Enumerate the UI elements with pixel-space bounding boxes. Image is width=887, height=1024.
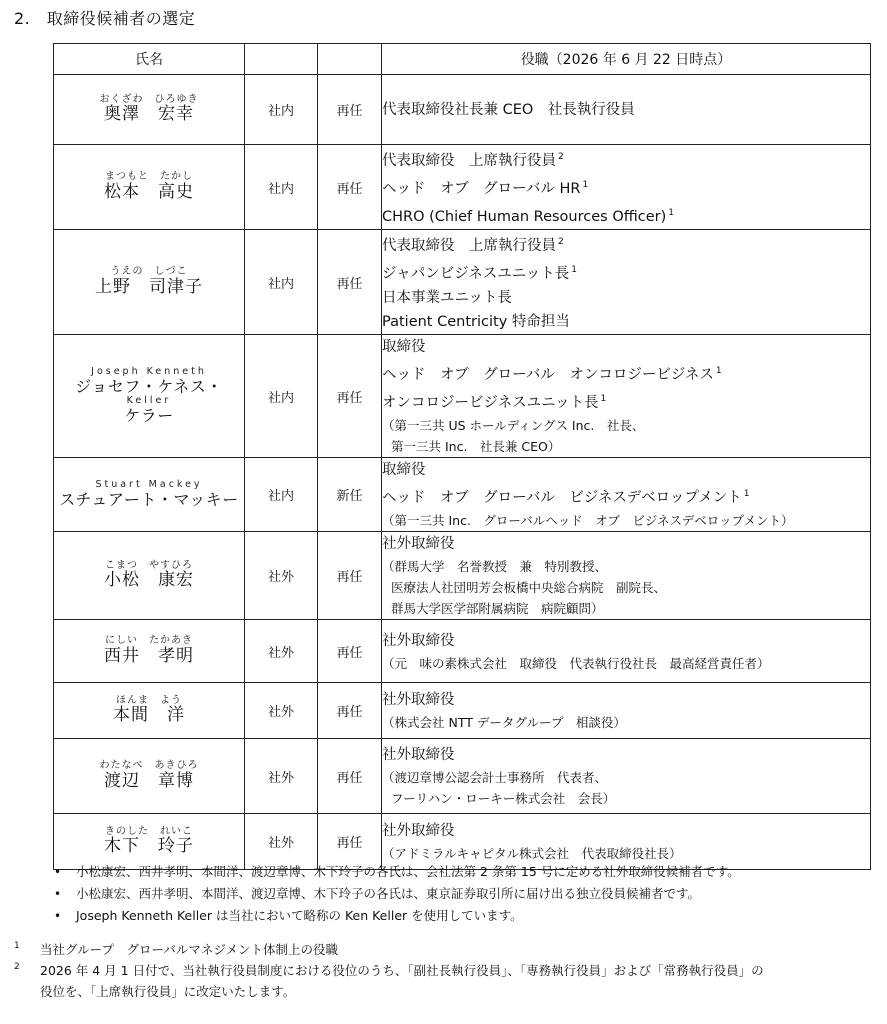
candidate-name: スチュアート・マッキー xyxy=(59,489,239,509)
candidate-name-cell xyxy=(54,739,245,814)
table-header-row xyxy=(54,44,871,75)
table-row xyxy=(54,458,871,532)
position-note: （渡辺章博公認会計士事務所 代表者、 xyxy=(382,770,608,785)
name-reading: Stuart Mackey xyxy=(95,478,203,490)
candidate-category: 社外 xyxy=(245,814,318,870)
candidate-name-cell xyxy=(54,230,245,335)
position-text: ジャパンビジネスユニット長 xyxy=(382,266,570,282)
position-line xyxy=(382,98,870,122)
name-reading: きのした れいこ xyxy=(105,825,193,837)
name-reading: おくざわ ひろゆき xyxy=(99,93,199,105)
position-text: 社外取締役 xyxy=(382,632,455,649)
candidate-name-cell xyxy=(54,532,245,620)
position-note: 第一三共 Inc. 社長兼 CEO） xyxy=(391,439,561,454)
header-name: 氏名 xyxy=(54,44,245,75)
position-note: フーリハン・ローキー株式会社 会長） xyxy=(391,791,616,806)
candidate-status: 再任 xyxy=(318,532,382,620)
position-text: ヘッド オブ グローバル ビジネスデベロップメント xyxy=(382,490,742,506)
position-note: （元 味の素株式会社 取締役 代表執行役社長 最高経営責任者） xyxy=(382,655,770,671)
candidate-position-cell xyxy=(382,532,871,620)
table-row xyxy=(54,335,871,458)
note-item xyxy=(54,883,874,905)
name-reading: Keller xyxy=(126,395,172,406)
header-status xyxy=(318,44,382,75)
position-line xyxy=(382,482,870,510)
note-text: 小松康宏、西井孝明、本間洋、渡辺章博、木下玲子の各氏は、東京証券取引所に届け出る独立役員候補者です。 xyxy=(76,886,701,901)
candidate-status: 再任 xyxy=(318,230,382,335)
position-note: （群馬大学 名誉教授 兼 特別教授、 xyxy=(382,559,608,574)
position-line xyxy=(382,335,870,359)
position-text: ヘッド オブ グローバル オンコロジービジネス xyxy=(382,367,714,383)
candidate-position-cell xyxy=(382,458,871,532)
candidate-position-cell xyxy=(382,739,871,814)
position-text: Patient Centricity 特命担当 xyxy=(382,314,570,330)
table-row xyxy=(54,75,871,145)
position-line xyxy=(382,458,870,482)
candidate-status: 再任 xyxy=(318,620,382,683)
footnote-ref: 1 xyxy=(600,394,607,404)
position-note: 医療法人社団明芳会板橋中央総合病院 副院長、 xyxy=(391,580,667,595)
table-row xyxy=(54,532,871,620)
candidate-name: 上野 司津子 xyxy=(95,276,203,297)
footnote-ref: 2 xyxy=(558,152,564,162)
candidate-status: 再任 xyxy=(318,683,382,739)
position-text: 代表取締役 上席執行役員 xyxy=(382,153,556,169)
position-text: ヘッド オブ グローバル HR xyxy=(382,181,581,197)
position-line xyxy=(382,688,870,712)
footnotes xyxy=(14,939,874,1002)
name-reading: わたなべ あきひろ xyxy=(99,760,199,772)
director-candidates-table xyxy=(53,43,871,870)
candidate-name: 木下 玲子 xyxy=(104,836,194,857)
footnote-ref: 1 xyxy=(571,265,577,275)
candidate-category: 社外 xyxy=(245,683,318,739)
position-line xyxy=(382,629,870,653)
candidate-name: 小松 康宏 xyxy=(104,570,194,591)
candidate-name: 本間 洋 xyxy=(113,705,185,726)
candidate-status: 再任 xyxy=(318,75,382,145)
position-text: 社外取締役 xyxy=(382,536,455,552)
footnote xyxy=(14,939,874,960)
candidate-category: 社内 xyxy=(245,230,318,335)
header-position: 役職（2026 年 6 月 22 日時点） xyxy=(382,44,871,75)
note-text: 小松康宏、西井孝明、本間洋、渡辺章博、木下玲子の各氏は、会社法第 2 条第 15 号に定める社外取締役候補者です。 xyxy=(76,864,740,879)
position-text: 代表取締役 上席執行役員 xyxy=(382,238,556,254)
position-line xyxy=(382,230,870,258)
candidate-category: 社内 xyxy=(245,145,318,230)
position-line xyxy=(382,819,870,843)
candidate-name-cell xyxy=(54,75,245,145)
footnote-text: 2026 年 4 月 1 日付で、当社執行役員制度における役位のうち、「副社長執行役員」、「専務執行役員」および「常務執行役員」の xyxy=(40,963,764,978)
candidate-position-cell xyxy=(382,230,871,335)
footnote-mark: 2 xyxy=(14,962,20,972)
position-line xyxy=(382,258,870,286)
candidate-status: 新任 xyxy=(318,458,382,532)
position-note: （第一三共 Inc. グローバルヘッド オブ ビジネスデベロップメント） xyxy=(382,513,794,528)
position-text: 取締役 xyxy=(382,462,426,478)
candidate-position-cell xyxy=(382,145,871,230)
candidate-category: 社外 xyxy=(245,620,318,683)
footnote-mark: 1 xyxy=(14,941,20,951)
table-row xyxy=(54,230,871,335)
name-reading: うえの しづこ xyxy=(110,266,188,278)
footnote-ref: 1 xyxy=(743,489,750,499)
candidate-name: 渡辺 章博 xyxy=(104,770,194,791)
position-text: 社外取締役 xyxy=(382,823,455,839)
position-line xyxy=(382,532,870,556)
footnote xyxy=(14,960,874,1002)
position-note: （株式会社 NTT データグループ 相談役） xyxy=(382,715,626,730)
footnote-ref: 2 xyxy=(558,237,564,247)
position-line xyxy=(382,743,870,767)
note-item xyxy=(54,861,874,883)
position-text: CHRO (Chief Human Resources Officer) xyxy=(382,209,667,225)
bullet-icon: • xyxy=(54,909,62,923)
candidate-name: 奥澤 宏幸 xyxy=(104,104,194,125)
candidate-name: ジョセフ・ケネス・ xyxy=(75,376,223,396)
candidate-category: 社内 xyxy=(245,75,318,145)
table-row xyxy=(54,620,871,683)
candidate-category: 社外 xyxy=(245,532,318,620)
footnote-ref: 1 xyxy=(715,366,722,376)
candidate-name: ケラー xyxy=(124,405,174,425)
candidate-category: 社外 xyxy=(245,739,318,814)
name-reading: Joseph Kenneth xyxy=(91,365,207,377)
table-row xyxy=(54,739,871,814)
candidate-category: 社内 xyxy=(245,335,318,458)
candidate-name: 松本 高史 xyxy=(104,181,194,202)
position-text: オンコロジービジネスユニット長 xyxy=(382,395,599,411)
position-text: 日本事業ユニット長 xyxy=(382,290,512,306)
note-item xyxy=(54,905,874,927)
candidate-position-cell xyxy=(382,335,871,458)
position-text: 代表取締役社長兼 CEO 社長執行役員 xyxy=(382,101,635,118)
candidate-category: 社内 xyxy=(245,458,318,532)
position-note: （アドミラルキャピタル株式会社 代表取締役社長） xyxy=(382,846,682,861)
position-note: （第一三共 US ホールディングス Inc. 社長、 xyxy=(382,418,645,433)
candidate-name-cell xyxy=(54,335,245,458)
position-text: 取締役 xyxy=(382,339,426,355)
candidate-status: 再任 xyxy=(318,814,382,870)
name-reading: こまつ やすひろ xyxy=(105,559,193,571)
header-category xyxy=(245,44,318,75)
position-note: 群馬大学医学部附属病院 病院顧問） xyxy=(391,601,604,616)
table-row xyxy=(54,145,871,230)
bullet-icon: • xyxy=(54,887,62,901)
position-line xyxy=(382,173,870,201)
candidate-status: 再任 xyxy=(318,335,382,458)
candidate-name-cell xyxy=(54,683,245,739)
footnote-ref: 1 xyxy=(668,208,674,218)
bullet-icon: • xyxy=(54,865,62,879)
position-line xyxy=(382,286,870,310)
name-reading: にしい たかあき xyxy=(105,635,193,647)
name-reading: まつもと たかし xyxy=(105,171,193,183)
position-line xyxy=(382,201,870,229)
section-title: 2. 取締役候補者の選定 xyxy=(14,9,196,28)
candidate-name-cell xyxy=(54,620,245,683)
position-line xyxy=(382,359,870,387)
candidate-position-cell xyxy=(382,75,871,145)
footnote-ref: 1 xyxy=(582,180,589,190)
note-text: Joseph Kenneth Keller は当社において略称の Ken Keller を使用しています。 xyxy=(76,908,523,923)
footnote-text: 当社グループ グローバルマネジメント体制上の役職 xyxy=(40,942,339,957)
position-text: 社外取締役 xyxy=(382,692,455,708)
table-row xyxy=(54,683,871,739)
position-text: 社外取締役 xyxy=(382,747,455,763)
candidate-position-cell xyxy=(382,683,871,739)
candidate-position-cell xyxy=(382,620,871,683)
position-line xyxy=(382,387,870,415)
position-line xyxy=(382,310,870,334)
candidate-name-cell xyxy=(54,458,245,532)
notes-list xyxy=(54,861,874,927)
position-line xyxy=(382,145,870,173)
candidate-status: 再任 xyxy=(318,145,382,230)
candidate-name-cell xyxy=(54,145,245,230)
candidate-status: 再任 xyxy=(318,739,382,814)
name-reading: ほんま よう xyxy=(116,694,182,706)
footnote-text: 役位を、「上席執行役員」に改定いたします。 xyxy=(40,984,296,999)
candidate-name: 西井 孝明 xyxy=(104,645,194,666)
